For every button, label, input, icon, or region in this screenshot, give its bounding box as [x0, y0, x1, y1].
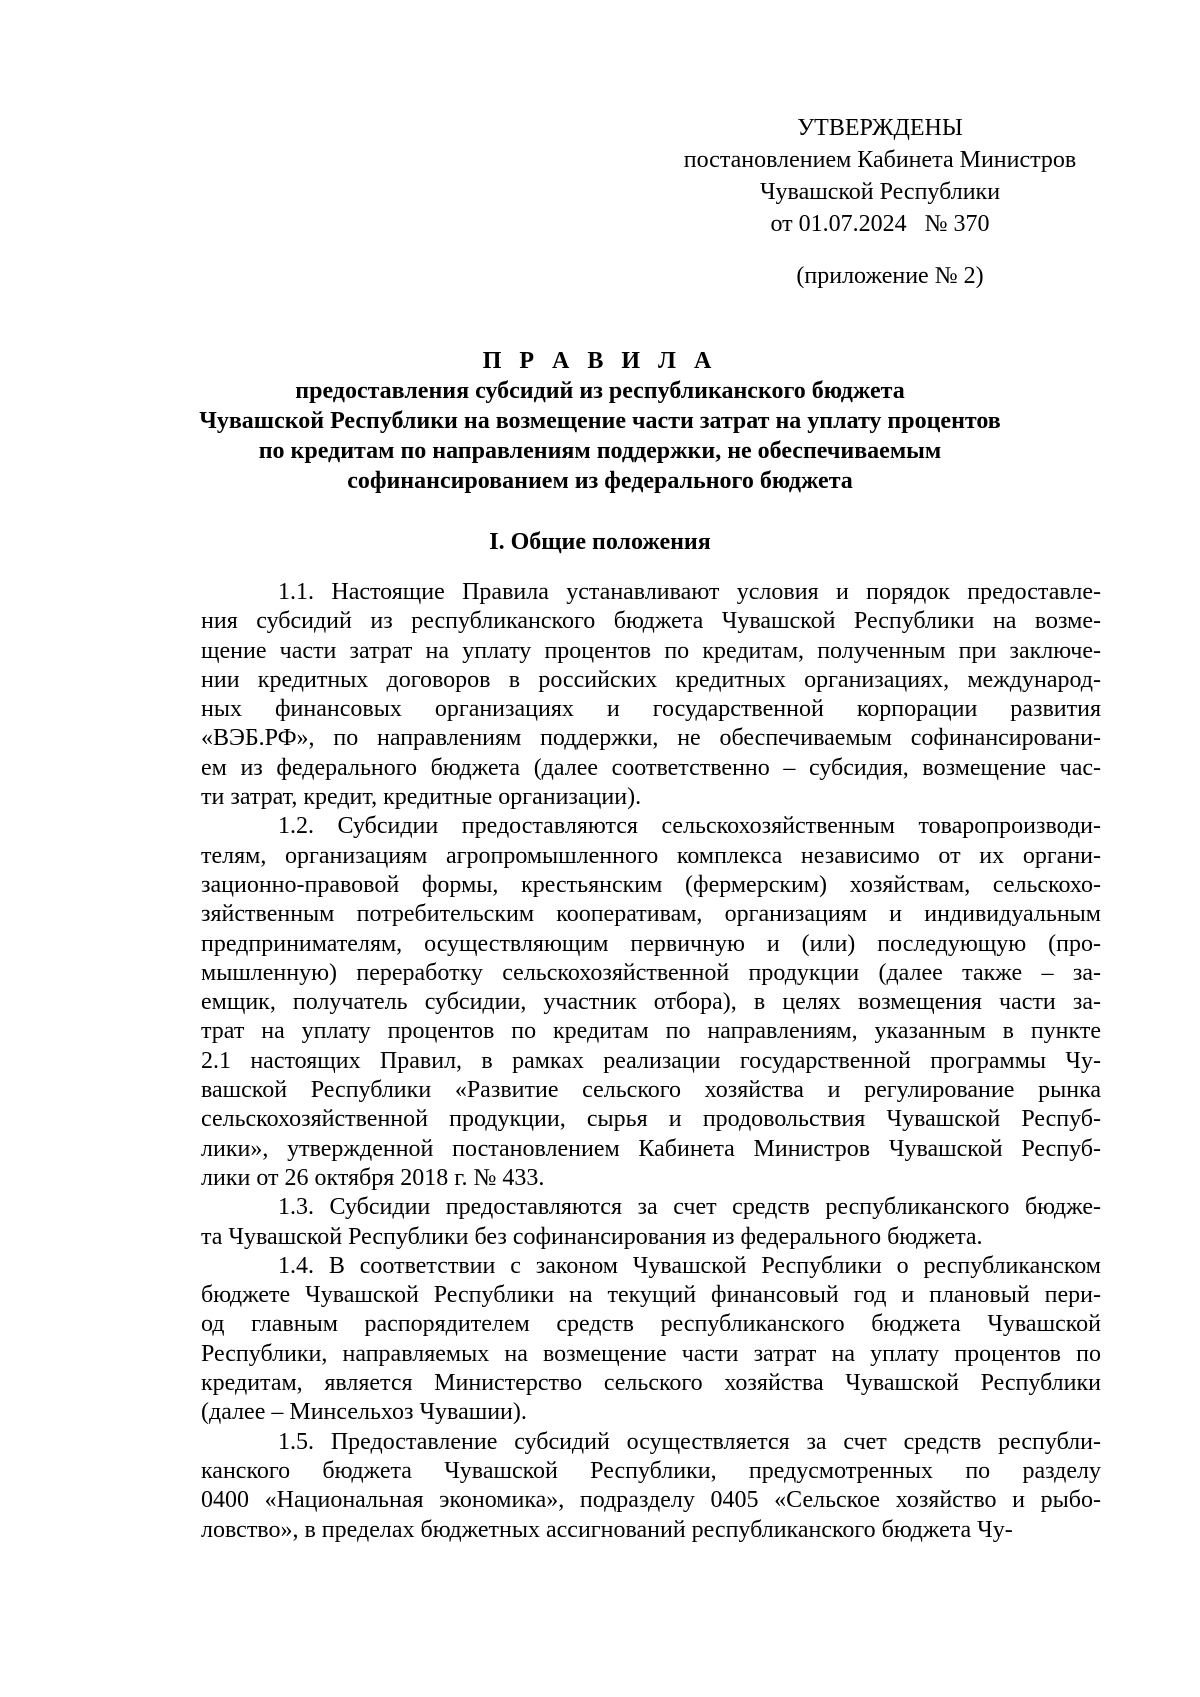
approval-stamp	[650, 112, 1110, 240]
paragraph-line: Республики, направляемых на возмещение части затрат на уплату процентов по	[201, 1340, 1101, 1367]
paragraph-line: 2.1 настоящих Правил, в рамках реализации государственной программы Чу-	[201, 1047, 1101, 1074]
paragraph-line: кредитам, является Министерство сельского хозяйства Чувашской Республики	[201, 1370, 1101, 1397]
paragraph-line: ти затрат, кредит, кредитные организации).	[201, 784, 642, 811]
paragraph-line: ем из федерального бюджета (далее соответственно – субсидия, возмещение час-	[201, 754, 1101, 781]
appendix-note: (приложение № 2)	[796, 263, 984, 289]
paragraph-line: лики», утвержденной постановлением Кабинета Министров Чувашской Респуб-	[201, 1135, 1101, 1162]
paragraph-line: щение части затрат на уплату процентов по кредитам, полученным при заключе-	[201, 637, 1101, 664]
paragraph-line: трат на уплату процентов по кредитам по направлениям, указанным в пункте	[201, 1018, 1101, 1045]
title-line: по кредитам по направлениям поддержки, не обеспечиваемым	[258, 438, 942, 464]
paragraph-line: канского бюджета Чувашской Республики, предусмотренных по разделу	[201, 1457, 1101, 1484]
paragraph	[201, 1252, 1101, 1428]
paragraph-line: ловство», в пределах бюджетных ассигнований республиканского бюджета Чу-	[201, 1516, 1013, 1543]
title-line: софинансированием из федерального бюджета	[347, 468, 853, 494]
paragraph-line: 1.4. В соответствии с законом Чувашской Республики о республиканском	[278, 1252, 1101, 1279]
paragraph-line: нии кредитных договоров в российских кредитных организациях, международ-	[201, 666, 1101, 693]
paragraph-line: «ВЭБ.РФ», по направлениям поддержки, не обеспечиваемым софинансировани-	[201, 725, 1101, 752]
paragraph-line: зационно-правовой формы, крестьянским (фермерским) хозяйствам, сельскохо-	[201, 871, 1101, 898]
paragraph-line: 1.5. Предоставление субсидий осуществляется за счет средств республи-	[278, 1428, 1101, 1455]
paragraph-line: та Чувашской Республики без софинансирования из федерального бюджета.	[201, 1223, 983, 1250]
paragraph	[201, 578, 1101, 812]
title-line: Чувашской Республики на возмещение части затрат на уплату процентов	[199, 408, 1001, 434]
paragraph-line: зяйственным потребительским кооперативам, организациям и индивидуальным	[201, 901, 1101, 928]
approval-heading: УТВЕРЖДЕНЫ	[797, 115, 963, 141]
paragraph-line: ния субсидий из республиканского бюджета Чувашской Республики на возме-	[201, 608, 1101, 635]
paragraph-line: емщик, получатель субсидии, участник отбора), в целях возмещения части за-	[201, 989, 1101, 1016]
paragraph	[201, 812, 1101, 1193]
paragraph-line: 1.3. Субсидии предоставляются за счет средств республиканского бюдже-	[278, 1194, 1101, 1221]
title-line: предоставления субсидий из республиканского бюджета	[295, 378, 905, 404]
paragraph-line: лики от 26 октября 2018 г. № 433.	[201, 1164, 545, 1191]
paragraph-line: 1.2. Субсидии предоставляются сельскохозяйственным товаропроизводи-	[278, 813, 1101, 840]
approval-date-number: от 01.07.2024 № 370	[770, 211, 990, 237]
paragraph	[201, 1193, 1101, 1252]
paragraph-line: мышленную) переработку сельскохозяйственной продукции (далее также – за-	[201, 959, 1101, 986]
paragraph-line: (далее – Минсельхоз Чувашии).	[201, 1399, 527, 1426]
section-heading: I. Общие положения	[489, 529, 711, 555]
approval-line: Чувашской Республики	[759, 179, 1001, 205]
body-text	[201, 578, 1101, 1545]
paragraph-line: бюджете Чувашской Республики на текущий финансовый год и плановый пери-	[201, 1282, 1101, 1309]
paragraph-line: вашской Республики «Развитие сельского хозяйства и регулирование рынка	[201, 1077, 1101, 1104]
paragraph-line: 0400 «Национальная экономика», подразделу 0405 «Сельское хозяйство и рыбо-	[201, 1487, 1101, 1514]
paragraph-line: од главным распорядителем средств республиканского бюджета Чувашской	[201, 1311, 1101, 1338]
title-main: П Р А В И Л А	[482, 348, 718, 374]
paragraph-line: ных финансовых организациях и государственной корпорации развития	[201, 696, 1101, 723]
paragraph-line: сельскохозяйственной продукции, сырья и продовольствия Чувашской Респуб-	[201, 1106, 1101, 1133]
paragraph-line: 1.1. Настоящие Правила устанавливают условия и порядок предоставле-	[278, 579, 1101, 605]
paragraph-line: предпринимателям, осуществляющим первичную и (или) последующую (про-	[201, 930, 1101, 957]
document-title	[140, 346, 1060, 496]
paragraph-line: телям, организациям агропромышленного комплекса независимо от их органи-	[201, 842, 1101, 869]
paragraph	[201, 1428, 1101, 1545]
approval-line: постановлением Кабинета Министров	[683, 147, 1077, 173]
